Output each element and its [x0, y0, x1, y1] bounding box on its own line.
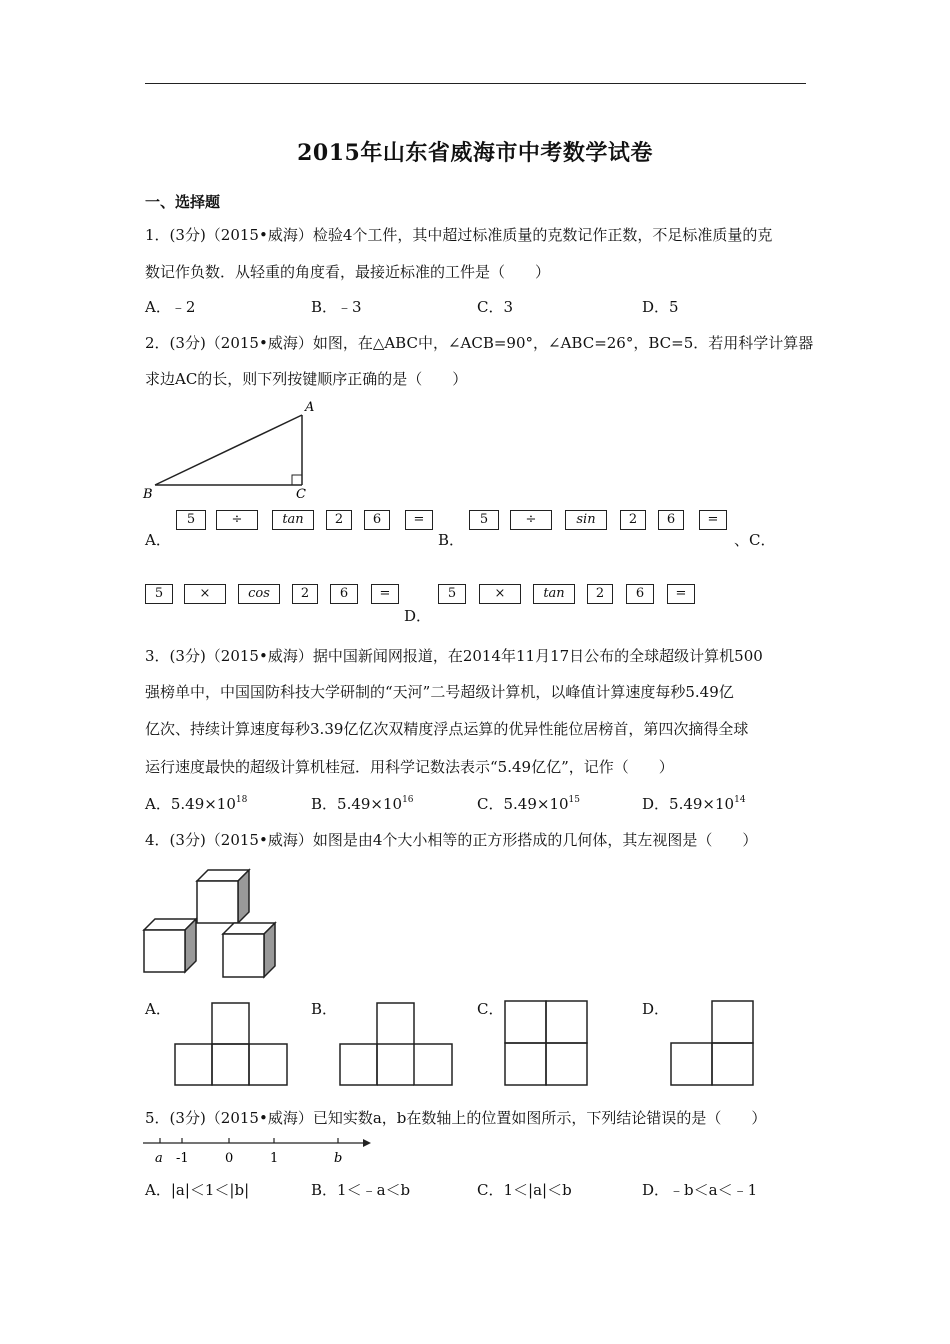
q5-option-c: C．1＜|a|＜b	[477, 1181, 572, 1199]
q2-line2: 求边AC的长，则下列按键顺序正确的是（ ）	[145, 370, 468, 388]
axis-label-minus-one: -1	[176, 1151, 189, 1166]
number-line	[143, 1135, 373, 1167]
view-option-c	[504, 1000, 594, 1086]
view-option-d	[670, 1000, 760, 1086]
key-divide: ÷	[216, 510, 258, 530]
q1-option-c: C．3	[477, 298, 514, 316]
q3-line1: 3．(3分)（2015•威海）据中国新闻网报道，在2014年11月17日公布的全球超级计算机500	[145, 647, 763, 665]
section-heading: 一、选择题	[145, 193, 221, 211]
q2-option-d: D．	[404, 607, 432, 625]
q2-option-c: 、C．	[734, 531, 776, 549]
q2-option-a: A．	[145, 531, 171, 549]
axis-label-zero: 0	[225, 1151, 234, 1166]
key-5: 5	[469, 510, 499, 530]
axis-label-a: a	[155, 1151, 163, 1166]
q3-option-a: A．$5.49\times 10^{18}$	[145, 795, 248, 813]
key-5: 5	[438, 584, 466, 604]
view-option-a	[175, 1002, 290, 1086]
key-multiply: ×	[479, 584, 521, 604]
key-multiply: ×	[184, 584, 226, 604]
key-6: 6	[626, 584, 654, 604]
q4-option-c: C．	[477, 1000, 504, 1018]
key-5: 5	[145, 584, 173, 604]
key-divide: ÷	[510, 510, 552, 530]
q3-option-c: C．$5.49\times 10^{15}$	[477, 795, 580, 813]
cube-solid-figure	[140, 860, 290, 980]
q2-option-b: B．	[438, 531, 465, 549]
key-2: 2	[292, 584, 318, 604]
triangle-label-c: C	[296, 487, 306, 502]
key-6: 6	[658, 510, 684, 530]
key-6: 6	[330, 584, 358, 604]
triangle-figure	[140, 395, 320, 505]
key-cos: cos	[238, 584, 280, 604]
q3-option-b: B．$5.49\times 10^{16}$	[311, 795, 414, 813]
q5-option-b: B．1＜﹣a＜b	[311, 1181, 411, 1199]
triangle-label-b: B	[143, 487, 153, 502]
key-tan: tan	[272, 510, 314, 530]
key-6: 6	[364, 510, 390, 530]
q5-option-d: D．﹣b＜a＜﹣1	[642, 1181, 758, 1199]
view-option-b	[340, 1002, 455, 1086]
q1-line1: 1．(3分)（2015•威海）检验4个工件，其中超过标准质量的克数记作正数，不足标准质量的克	[145, 226, 773, 244]
key-equals: =	[371, 584, 399, 604]
q3-line3: 亿次、持续计算速度每秒3.39亿亿次双精度浮点运算的优异性能位居榜首，第四次摘得全球	[145, 720, 749, 738]
q1-line2: 数记作负数．从轻重的角度看，最接近标准的工件是（ ）	[145, 263, 551, 281]
key-2: 2	[326, 510, 352, 530]
q5-option-a: A．|a|＜1＜|b|	[145, 1181, 250, 1199]
key-equals: =	[405, 510, 433, 530]
q3-line4: 运行速度最快的超级计算机桂冠．用科学记数法表示“5.49亿亿”，记作（ ）	[145, 758, 674, 776]
key-2: 2	[587, 584, 613, 604]
page-title: 2015年山东省威海市中考数学试卷	[297, 140, 653, 166]
axis-label-one: 1	[270, 1151, 279, 1166]
key-equals: =	[699, 510, 727, 530]
q4-option-d: D．	[642, 1000, 670, 1018]
q1-option-a: A．﹣2	[145, 298, 196, 316]
key-2: 2	[620, 510, 646, 530]
key-sin: sin	[565, 510, 607, 530]
q1-option-b: B．﹣3	[311, 298, 362, 316]
header-rule	[145, 83, 806, 84]
key-tan: tan	[533, 584, 575, 604]
q3-option-d: D．$5.49\times 10^{14}$	[642, 795, 746, 813]
q1-option-d: D．5	[642, 298, 679, 316]
q5-line1: 5．(3分)（2015•威海）已知实数a，b在数轴上的位置如图所示，下列结论错误的是（ ）	[145, 1109, 767, 1127]
q4-option-b: B．	[311, 1000, 338, 1018]
q4-option-a: A．	[145, 1000, 171, 1018]
key-equals: =	[667, 584, 695, 604]
q3-line2: 强榜单中，中国国防科技大学研制的“天河”二号超级计算机，以峰值计算速度每秒5.49亿	[145, 683, 734, 701]
triangle-label-a: A	[305, 400, 315, 415]
axis-label-b: b	[334, 1151, 343, 1166]
q2-line1: 2．(3分)（2015•威海）如图，在△ABC中，∠ACB=90°，∠ABC=26°，BC=5．若用科学计算器	[145, 334, 814, 352]
q4-line1: 4．(3分)（2015•威海）如图是由4个大小相等的正方形搭成的几何体，其左视图是（ ）	[145, 831, 758, 849]
key-5: 5	[176, 510, 206, 530]
